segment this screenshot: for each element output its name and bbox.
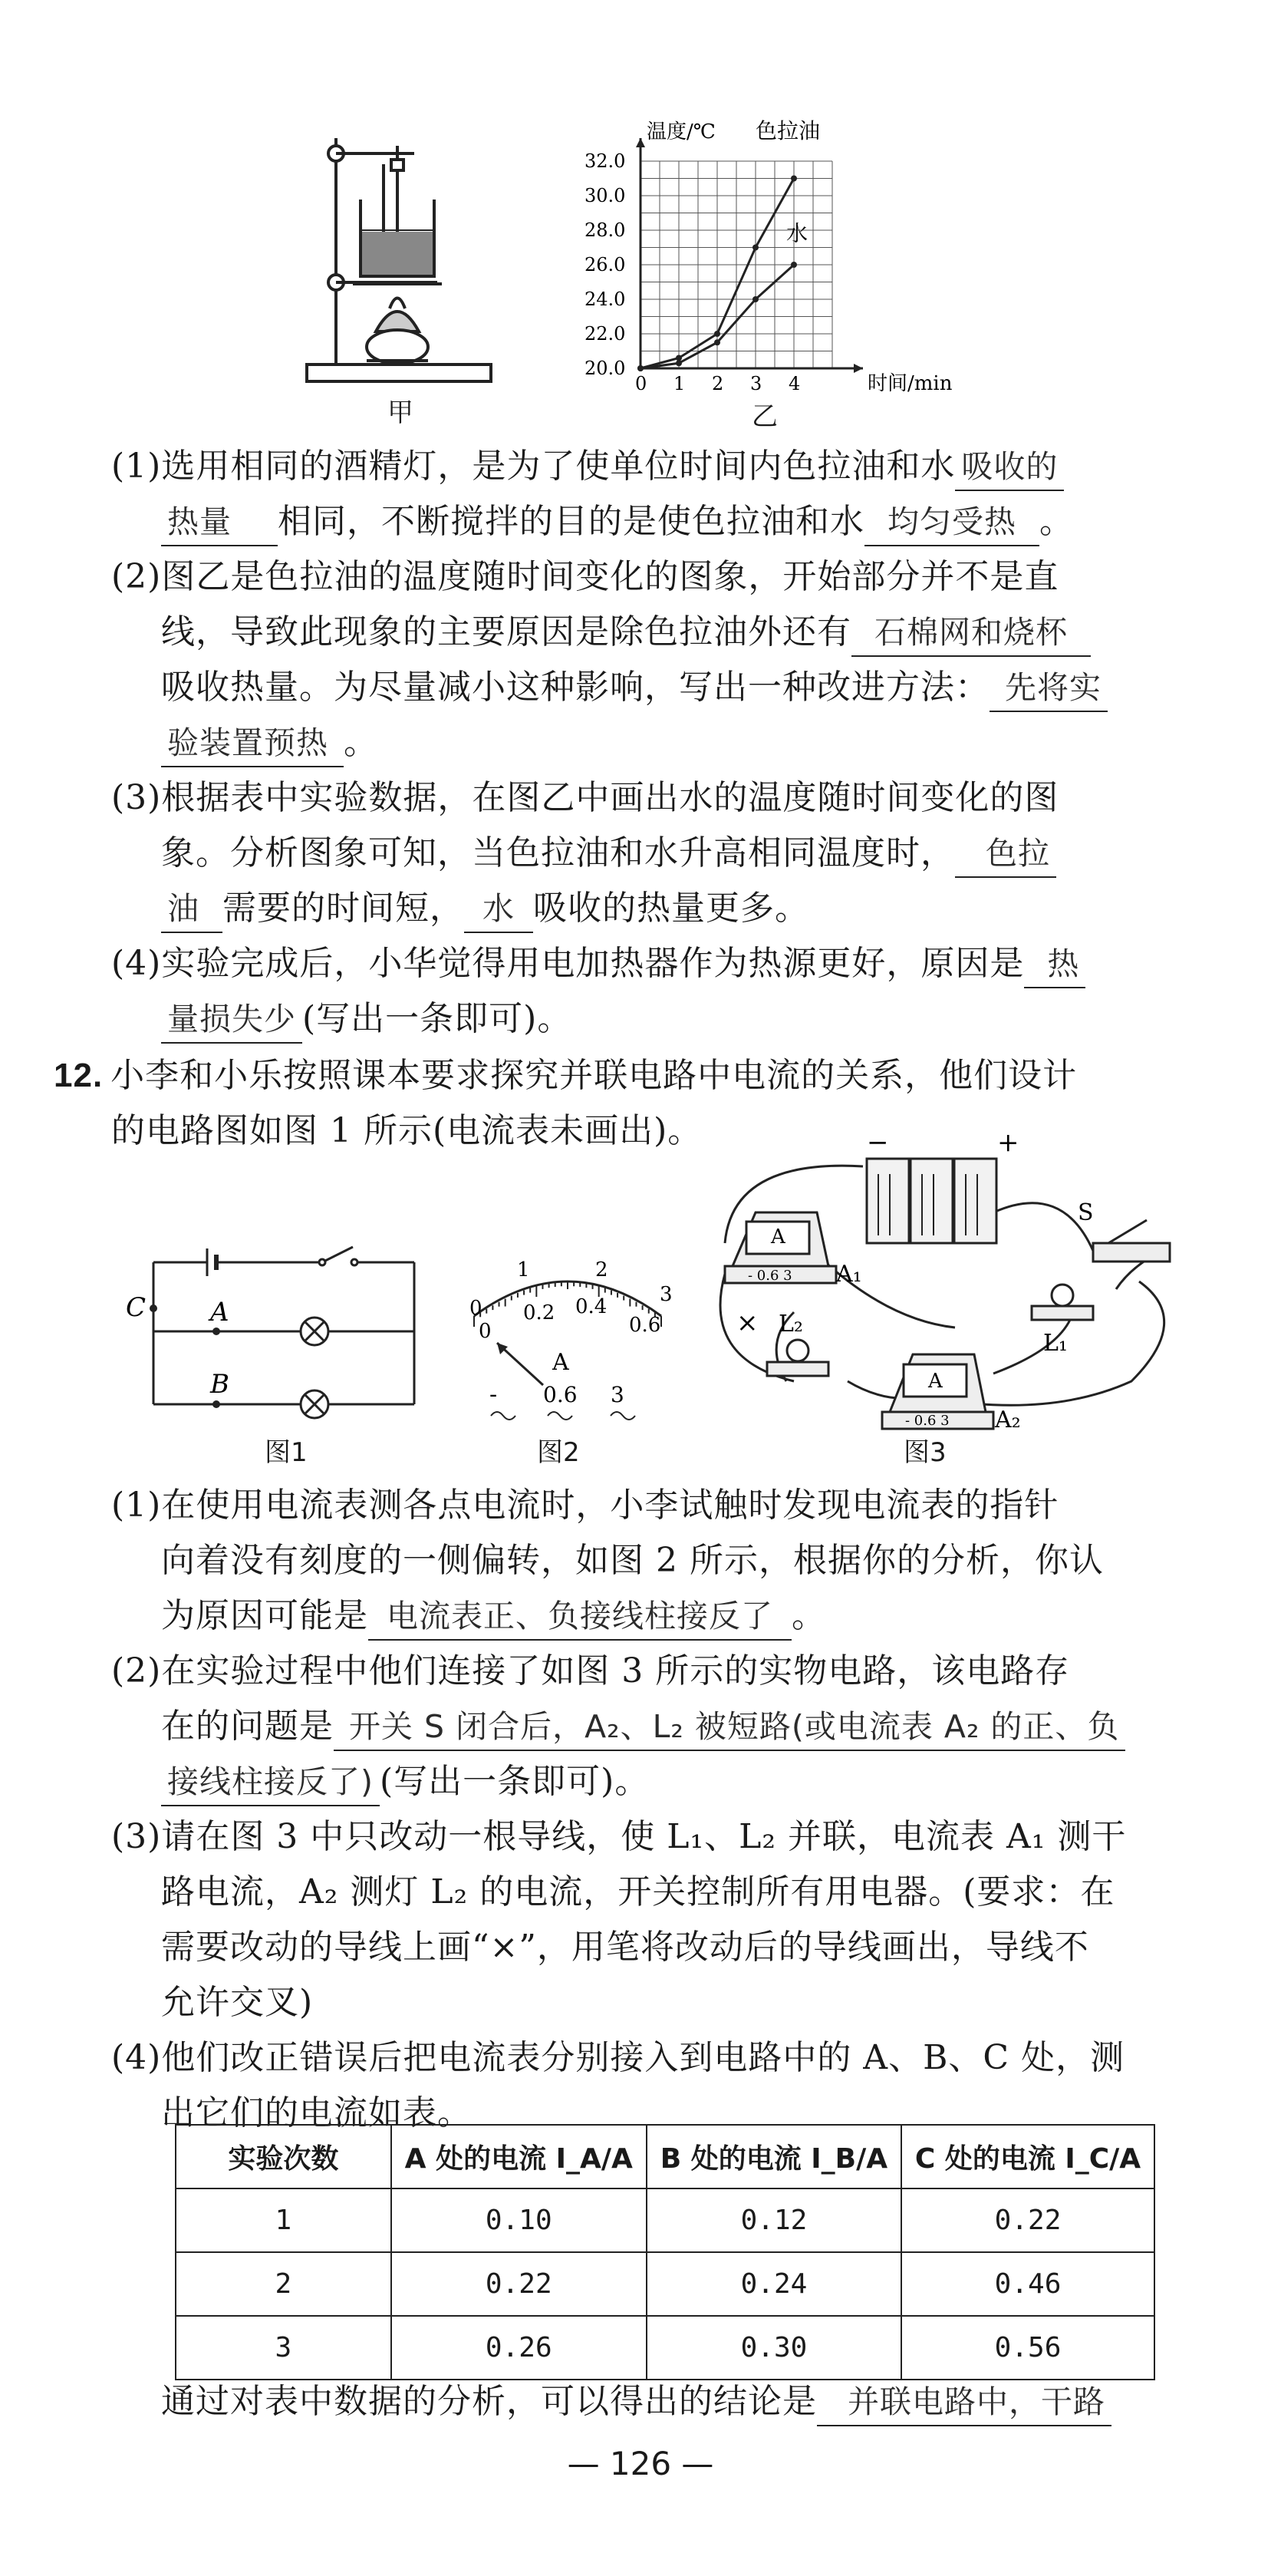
data-point xyxy=(791,176,797,182)
table-header-row xyxy=(176,2125,1154,2188)
svg-text:0: 0 xyxy=(479,1320,492,1343)
figure-1-circuit xyxy=(115,1239,437,1423)
answer-blank: 均匀受热 xyxy=(864,499,1039,546)
q12-p2-line1: (2)在实验过程中他们连接了如图 3 所示的实物电路，该电路存 xyxy=(111,1651,1070,1690)
svg-text:0.2: 0.2 xyxy=(523,1301,555,1324)
figure-jia-label: 甲 xyxy=(387,397,413,428)
battery-plus-label: + xyxy=(997,1128,1019,1158)
current-data-table xyxy=(175,2124,1155,2380)
q12-p4-line1: (4)他们改正错误后把电流表分别接入到电路中的 A、B、C 处，测 xyxy=(111,2038,1125,2077)
answer-blank: 吸收的 xyxy=(955,444,1064,491)
svg-text:A: A xyxy=(928,1370,943,1393)
page-number: — 126 — xyxy=(567,2445,714,2482)
data-point xyxy=(714,331,720,337)
q11-p2-line2: 线，导致此现象的主要原因是除色拉油外还有 石棉网和烧杯 xyxy=(161,609,1091,657)
y-tick-label: 20.0 xyxy=(585,358,626,379)
y-axis-title: 温度/℃ xyxy=(647,120,716,143)
svg-text:3: 3 xyxy=(660,1283,673,1306)
figure-3-label: 图3 xyxy=(904,1437,947,1468)
answer-blank: 接线柱接反了) xyxy=(161,1759,380,1806)
fig3-switch-label: S xyxy=(1078,1199,1094,1226)
table-cell: 1 xyxy=(176,2188,391,2252)
fig1-point-c: C xyxy=(126,1292,147,1323)
answer-blank: 并联电路中，干路 xyxy=(817,2379,1111,2426)
x-tick-label: 3 xyxy=(750,373,762,394)
q11-p2-line3: 吸收热量。为尽量减小这种影响，写出一种改进方法： 先将实 xyxy=(161,665,1108,712)
svg-text:- 0.6 3: - 0.6 3 xyxy=(748,1268,792,1284)
data-point xyxy=(752,245,759,251)
q12-p3-line2: 路电流，A₂ 测灯 L₂ 的电流，开关控制所有用电器。(要求：在 xyxy=(161,1872,1115,1911)
q12-p1-line3: 为原因可能是 电流表正、负接线柱接反了 。 xyxy=(161,1593,826,1641)
q12-p3-line3: 需要改动的导线上画“×”，用笔将改动后的导线画出，导线不 xyxy=(161,1928,1089,1967)
q11-p3-line1: (3)根据表中实验数据，在图乙中画出水的温度随时间变化的图 xyxy=(111,778,1059,817)
q12-p1-line1: (1)在使用电流表测各点电流时，小李试触时发现电流表的指针 xyxy=(111,1486,1059,1525)
q12-stem-line2: 的电路图如图 1 所示(电流表未画出)。 xyxy=(111,1111,703,1150)
q11-p4-line1: (4)实验完成后，小华觉得用电加热器作为热源更好，原因是 热 xyxy=(111,941,1085,988)
q12-p3-line4: 允许交叉) xyxy=(161,1983,314,2022)
y-tick-label: 28.0 xyxy=(585,219,626,241)
data-point xyxy=(714,339,720,345)
q11-p1-line1: (1)选用相同的酒精灯，是为了使单位时间内色拉油和水 吸收的 xyxy=(111,444,1064,491)
series-label-water: 水 xyxy=(786,220,808,246)
y-axis-arrow xyxy=(636,138,645,147)
q12-p3-line1: (3)请在图 3 中只改动一根导线，使 L₁、L₂ 并联，电流表 A₁ 测干 xyxy=(111,1817,1127,1856)
y-tick-label: 24.0 xyxy=(585,289,626,310)
svg-text:0.6: 0.6 xyxy=(629,1314,661,1337)
q11-p1-line2: 热量 相同，不断搅拌的目的是使色拉油和水 均匀受热 。 xyxy=(161,499,1074,546)
y-tick-label: 22.0 xyxy=(585,323,626,345)
q11-p3-line3: 油 需要的时间短， 水 吸收的热量更多。 xyxy=(161,886,809,933)
fig3-l1-label: L₁ xyxy=(1043,1330,1068,1357)
battery-minus-label: − xyxy=(867,1128,889,1158)
table-header-cell: B 处的电流 I_B/A xyxy=(647,2125,901,2188)
table-header-cell: A 处的电流 I_A/A xyxy=(391,2125,647,2188)
table-cell: 0.22 xyxy=(901,2188,1154,2252)
figure-yi-label: 乙 xyxy=(752,401,778,432)
q12-p1-line2: 向着没有刻度的一侧偏转，如图 2 所示，根据你的分析，你认 xyxy=(161,1541,1104,1580)
svg-text:1: 1 xyxy=(517,1258,530,1281)
answer-blank: 水 xyxy=(464,886,533,933)
y-tick-label: 32.0 xyxy=(585,150,626,172)
answer-blank: 石棉网和烧杯 xyxy=(851,609,1091,657)
table-cell: 0.56 xyxy=(901,2316,1154,2380)
figure-3-physical-circuit xyxy=(702,1128,1193,1435)
fig3-a2-label: A₂ xyxy=(995,1407,1021,1433)
figure-1-label: 图1 xyxy=(265,1437,308,1468)
x-tick-label: 0 xyxy=(635,373,647,394)
x-tick-label: 1 xyxy=(673,373,686,394)
q11-p4-line2: 量损失少 (写出一条即可)。 xyxy=(161,996,571,1044)
answer-blank: 电流表正、负接线柱接反了 xyxy=(368,1593,792,1641)
fig3-l2-label: L₂ xyxy=(779,1311,803,1337)
q11-p2-line4: 验装置预热 。 xyxy=(161,720,378,767)
figure-2-ammeter-dial xyxy=(453,1232,683,1435)
table-cell: 0.30 xyxy=(647,2316,901,2380)
table-cell: 3 xyxy=(176,2316,391,2380)
fig3-a1-label: A₁ xyxy=(836,1261,862,1288)
answer-blank: 色拉 xyxy=(955,830,1056,878)
data-point xyxy=(637,365,644,371)
ammeter-unit: A xyxy=(552,1349,569,1376)
data-point xyxy=(791,262,797,268)
table-cell: 2 xyxy=(176,2252,391,2316)
ammeter-terminal-3: 3 xyxy=(611,1382,624,1407)
table-cell: 0.22 xyxy=(391,2252,647,2316)
table-row xyxy=(176,2252,1154,2316)
q12-p2-line2: 在的问题是 开关 S 闭合后，A₂、L₂ 被短路(或电流表 A₂ 的正、负 xyxy=(161,1704,1125,1751)
answer-blank: 开关 S 闭合后，A₂、L₂ 被短路(或电流表 A₂ 的正、负 xyxy=(334,1704,1125,1751)
data-point xyxy=(676,360,682,366)
figure-yi-chart xyxy=(583,107,967,414)
fig1-point-b: B xyxy=(210,1369,229,1400)
q12-p2-line3: 接线柱接反了) (写出一条即可)。 xyxy=(161,1759,649,1806)
table-cell: 0.26 xyxy=(391,2316,647,2380)
answer-blank: 热 xyxy=(1024,941,1085,988)
answer-blank: 热量 xyxy=(161,499,278,546)
fig3-cross-mark: × xyxy=(736,1308,759,1338)
ammeter-terminal-neg: - xyxy=(489,1381,498,1408)
table-header-cell: 实验次数 xyxy=(176,2125,391,2188)
fig1-point-a: A xyxy=(210,1297,229,1328)
svg-text:- 0.6 3: - 0.6 3 xyxy=(905,1413,950,1429)
figure-2-label: 图2 xyxy=(537,1437,580,1468)
answer-blank: 先将实 xyxy=(990,665,1108,712)
table-cell: 0.10 xyxy=(391,2188,647,2252)
table-cell: 0.46 xyxy=(901,2252,1154,2316)
question-number: 12. xyxy=(54,1057,104,1094)
answer-blank: 油 xyxy=(161,886,222,933)
table-row xyxy=(176,2188,1154,2252)
table-row xyxy=(176,2316,1154,2380)
q12-stem-line1: 12. 小李和小乐按照课本要求探究并联电路中电流的关系，他们设计 xyxy=(54,1056,1078,1095)
q11-p2-line1: (2)图乙是色拉油的温度随时间变化的图象，开始部分并不是直 xyxy=(111,557,1059,596)
answer-blank: 验装置预热 xyxy=(161,720,344,767)
data-point xyxy=(752,296,759,302)
series-label-oil: 色拉油 xyxy=(756,118,821,143)
q11-p3-line2: 象。分析图象可知，当色拉油和水升高相同温度时， 色拉 xyxy=(161,830,1056,878)
y-tick-label: 26.0 xyxy=(585,254,626,275)
q12-p4-line2: 出它们的电流如表。 xyxy=(161,2093,472,2132)
y-tick-label: 30.0 xyxy=(585,185,626,206)
x-axis-title: 时间/min xyxy=(868,372,953,395)
svg-text:0: 0 xyxy=(469,1297,482,1320)
x-tick-label: 4 xyxy=(789,373,801,394)
ammeter-terminal-06: 0.6 xyxy=(543,1382,578,1407)
svg-text:A: A xyxy=(771,1225,785,1248)
svg-text:0.4: 0.4 xyxy=(575,1295,608,1318)
x-tick-label: 2 xyxy=(712,373,724,394)
table-cell: 0.12 xyxy=(647,2188,901,2252)
answer-blank: 量损失少 xyxy=(161,996,302,1044)
table-cell: 0.24 xyxy=(647,2252,901,2316)
svg-text:2: 2 xyxy=(595,1258,608,1281)
x-axis-arrow xyxy=(854,364,863,373)
q12-conclusion-line: 通过对表中数据的分析，可以得出的结论是 并联电路中，干路 xyxy=(161,2379,1111,2426)
table-header-cell: C 处的电流 I_C/A xyxy=(901,2125,1154,2188)
figure-jia-apparatus xyxy=(299,130,499,391)
